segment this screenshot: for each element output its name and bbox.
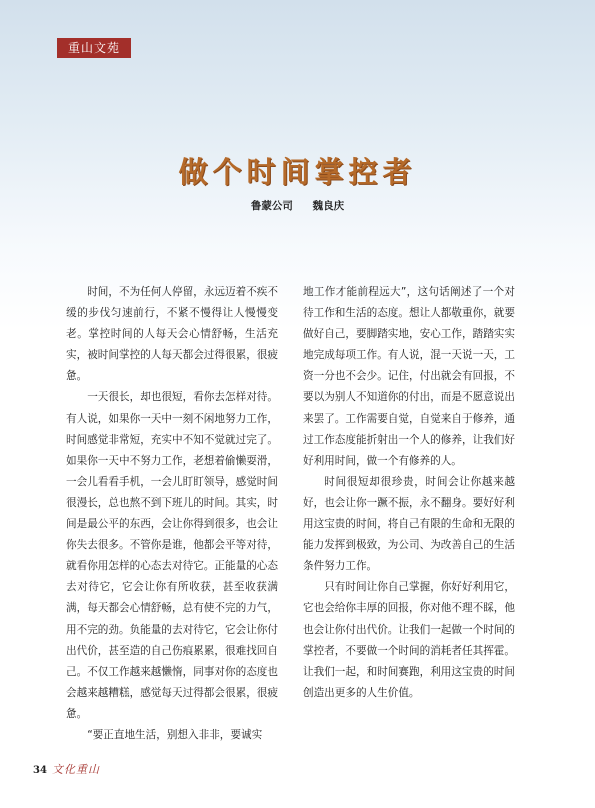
paragraph: 时间很短却很珍贵，时间会让你越来越好，也会让你一蹶不振，永不翻身。要好好利用这宝贵的时间，将自己有限的生命和无限的能力发挥到极致，为公司、为改善自己的生活条件努力工作。 <box>303 475 515 573</box>
paragraph: 时间，不为任何人停留，永远迈着不疾不缓的步伐匀速前行，不紧不慢得让人慢慢变老。掌控时间的人每天会心情舒畅，生活充实，被时间掌控的人每天都会过得很累，很疲惫。 <box>66 286 278 383</box>
byline-author: 魏良庆 <box>312 200 345 212</box>
article-title: 做个时间掌控者 <box>178 155 417 189</box>
article-column-left <box>66 282 278 746</box>
magazine-logo: 文化重山 <box>52 763 100 776</box>
page-number: 34 <box>33 765 47 776</box>
byline <box>0 198 595 213</box>
byline-company: 鲁蒙公司 <box>250 200 293 212</box>
paragraph: 一天很长，却也很短，看你去怎样对待。有人说，如果你一天中一刻不闲地努力工作，时间感觉非常短，充实中不知不觉就过完了。如果你一天中不努力工作，老想着偷懒耍滑，一会儿看看手机，一会儿盯盯领导，感觉时间很漫长，总也熬不到下班儿的时间。其实，时间是最公平的东西，会让你得到很多，也会让你失去很多。不管你是谁，他都会平等对待，就看你用怎样的心态去对待它。正能量的心态去对待它，它会让你有所收获，甚至收获满满，每天都会心情舒畅，总有使不完的力气，用不完的劲。负能量的去对待它，它会让你付出代价，甚至造的自己伤痕累累，很难找回自己。不仅工作越来越懒惰，同事对你的态度也会越来越糟糕，感觉每天过得都会很累，很疲惫。 <box>66 391 278 720</box>
paragraph: 只有时间让你自己掌握，你好好利用它，它也会给你丰厚的回报，你对他不理不睬，他也会让你付出代价。让我们一起做一个时间的掌控者，不要做一个时间的消耗者任其挥霍。让我们一起，和时间赛跑，利用这宝贵的时间创造出更多的人生价值。 <box>303 581 515 699</box>
paragraph: “要正直地生活，别想入非非，要诚实 <box>87 728 263 741</box>
article-column-right <box>303 282 515 704</box>
section-tag: 重山文苑 <box>57 38 131 58</box>
paragraph: 地工作才能前程远大”，这句话阐述了一个对待工作和生活的态度。想让人都敬重你，就要做好自己，要脚踏实地，安心工作，踏踏实实地完成每项工作。有人说，混一天说一天，工资一分也不会少。记住，付出就会有回报，不要以为别人不知道你的付出，而是不愿意说出来罢了。工作需要自觉，自觉来自于修养，通过工作态度能折射出一个人的修养，让我们好好利用时间，做一个有修养的人。 <box>303 286 515 467</box>
